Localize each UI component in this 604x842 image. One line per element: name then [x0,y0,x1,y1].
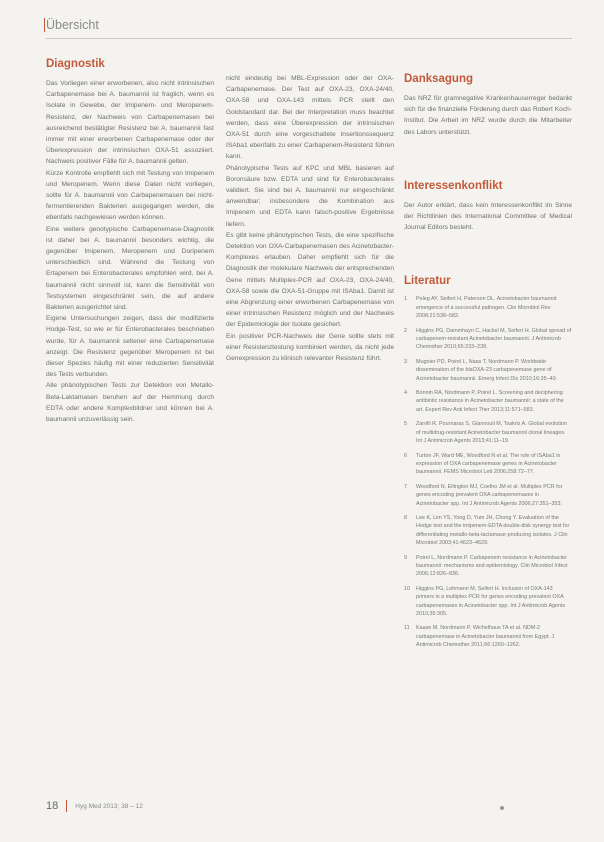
paragraph: Eigene Untersuchungen zeigen, dass der modifizierte Hodge-Test, so wie er für Enterobacterales beschrieben wurde, für A. baumannii seltener eine Carbapenemase anzeigt. Die Resistenz gegenüber Meropenem ist bei dieser Spezies häufig mit einer reduzierten Sensitivität des Tests verbunden. [46,315,214,379]
reference-item: 4 Bonnin RA, Nordmann P, Poirel L. Screening and deciphering antibiotic resistance in Acinetobacter baumannii: a state of the art. Expert Rev Anti Infect Ther 2013;11:571–583. [404,390,564,413]
footer-divider [66,800,67,812]
column-1 [46,58,214,425]
reference-item: 7 Woodford N, Ellington MJ, Coelho JM et al. Multiplex PCR for genes encoding prevalent OXA carbapenemases in Acinetobacter spp. Int J Antimicrob Agents 2006;27:351–353. [404,483,563,507]
heading-diagnostik: Diagnostik [46,58,105,70]
top-rule [46,38,572,39]
paragraph: nicht eindeutig bei MBL-Expression oder der OXA-Carbapenemase. Der Test auf OXA-23, OXA-24/40, OXA-58 und OXA-143 mittels PCR stellt den Goldstandard dar. Bei der Interpretation muss beachtet werden, dass eine Überexpression der intrinsischen OXA-51 durch eine vorgeschaltete Insertionssequenz ISAba1 ebenfalls zu einer Carbapenem-Resistenz führen kann. [226,75,394,161]
page-mark [500,806,504,810]
reference-item: 9 Poirel L, Nordmann P. Carbapenem resistance in Acinetobacter baumannii: mechanisms and epidemiology. Clin Microbiol Infect 2006;12:826–836. [404,554,568,578]
paragraph: Es gibt keine phänotypischen Tests, die eine spezifische Detektion von OXA-Carbapenemasen des Acinetobacter-Komplexes erlauben. Daher empfiehlt sich für die Diagnostik der molekulare Nachweis der entsprechenden Gene mittels Multiplex-PCR auf OXA-23, OXA-24/40, OXA-58 sowie die OXA-51-Gruppe mit ISAba1. Damit ist eine Abgrenzung einer erworbenen Carbapenemase von einer intrinsischen Resistenz möglich und der Nachweis der Epidemiologie der Isolate gesichert. [226,231,394,329]
continued-body [226,73,394,364]
paragraph: Phänotypische Tests auf KPC und MBL basieren auf Boronsäure bzw. EDTA und sind für Enterobacterales validiert. Sie sind bei A. baumannii nur eingeschränkt anwendbar; insbesondere die Kombination aus Imipenem und EDTA kann falsch-positive Ergebnisse liefern. [226,164,394,228]
column-3 [404,73,572,656]
section-marker [44,18,45,32]
paragraph: Ein positiver PCR-Nachweis der Gene sollte stets mit einer Resistenztestung kombiniert werden, da nicht jede Genexpression zu klinisch relevanter Resistenz führt. [226,332,394,363]
journal-citation: Hyg Med 2013; 38 – 12 [75,802,143,810]
reference-item: 2 Higgins PG, Dammhayn C, Hackel M, Seifert H. Global spread of carbapenem-resistant Acinetobacter baumannii. J Antimicrob Chemother 2010;65:233–238. [404,327,572,351]
heading-interessenkonflikt: Interessenkonflikt [404,179,503,192]
heading-danksagung: Danksagung [404,73,474,85]
page-footer [46,800,143,812]
heading-literatur: Literatur [404,275,451,288]
reference-item: 5 Zarrilli R, Pournaras S, Giannouli M, Tsakris A. Global evolution of multidrug-resistant Acinetobacter baumannii clonal lineages. Int J Antimicrob Agents 2013;41:11–19. [404,421,567,445]
paragraph: Alle phänotypischen Tests zur Detektion von Metallo-Beta-Laktamasen beruhen auf der Hemmung durch EDTA oder andere Komplexbildner und können bei A. baumannii unzuverlässig sein. [46,382,214,424]
paragraph: Das Vorliegen einer erworbenen, also nicht intrinsischen Carbapenemase bei A. baumannii ist fraglich, wenn es Isolate in Gewebe, der Imipenem- und Meropenem-Resistenz, der Nachweis von Carbapenemasen bei ausreichend bestätigter Resistenz bei A. baumannii fast immer mit einer erworbenen Carbapenemase oder der Überexpression der intrinsischen OXA-51 assoziiert. Nachweis positiver Fälle für A. baumannii gelten. [46,80,214,166]
column-2 [226,73,394,364]
conflict-text: Der Autor erklärt, dass kein Interessenkonflikt im Sinne der Richtlinien des International Committee of Medical Journal Editors besteht. [404,201,572,232]
paragraph: Eine weitere genotypische Carbapenemase-Diagnostik ist daher bei A. baumannii besonders wichtig, die gegenüber Imipenem, Meropenem und Doripenem unterschiedlich sind. Während die Testung von Ertapenem bei Enterobacterales empfohlen wird, bei A. baumannii nicht sinnvoll ist, kann die Sensitivität von Testsystemen eingeschränkt sein, die auf andere Bakterien ausgerichtet sind. [46,225,214,312]
diagnostik-body [46,78,214,425]
reference-item: 3 Mugnier PD, Poirel L, Naas T, Nordmann P. Worldwide dissemination of the blaOXA-23 carbapenemase gene of Acinetobacter baumannii. Emerg Infect Dis 2010;16:35–40. [404,358,558,382]
reference-item: 11 Kaase M, Nordmann P, Wichelhaus TA et al. NDM-2 carbapenemase in Acinetobacter baumannii from Egypt. J Antimicrob Chemother 2011;66:1260–1262. [404,625,555,649]
reference-item: 10 Higgins PG, Lehmann M, Seifert H. Inclusion of OXA-143 primers in a multiplex PCR for genes encoding prevalent OXA carbapenemases in Acinetobacter spp. Int J Antimicrob Agents 2010;35:305. [404,585,566,618]
reference-list [404,295,572,649]
section-label: Übersicht [46,18,99,32]
paragraph: Kürze Kontrolle empfiehlt sich mit Testung von Imipenem und Meropenem. Wenn diese Daten nicht vorliegen, sollte für A. baumannii von Carbapenemasen bei nicht-fermentierenden Bakterien ausgegangen werden, die ebenfalls nachgewiesen werden können. [46,169,214,222]
reference-item: 8 Lee K, Lim YS, Yong D, Yum JH, Chong Y. Evaluation of the Hodge test and the imipenem-EDTA double-disk synergy test for differentiating metallo-beta-lactamase-producing isolates. J Clin Microbiol 2003;41:4623–4629. [404,514,570,547]
reference-item: 1 Peleg AY, Seifert H, Paterson DL. Acinetobacter baumannii: emergence of a successful pathogen. Clin Microbiol Rev 2008;21:538–582. [404,296,558,320]
page-number: 18 [46,800,59,812]
reference-item: 6 Turton JF, Ward ME, Woodford N et al. The role of ISAba1 in expression of OXA carbapenemase genes in Acinetobacter baumannii. FEMS Microbiol Lett 2006;258:72–77. [404,452,561,476]
acknowledgement-text: Das NRZ für gramnegative Krankenhauserreger bedankt sich für die finanzielle Förderung durch das Robert Koch-Institut. Die Arbeit im NRZ wurde durch die Mitarbeiter des Labors unterstützt. [404,95,572,136]
